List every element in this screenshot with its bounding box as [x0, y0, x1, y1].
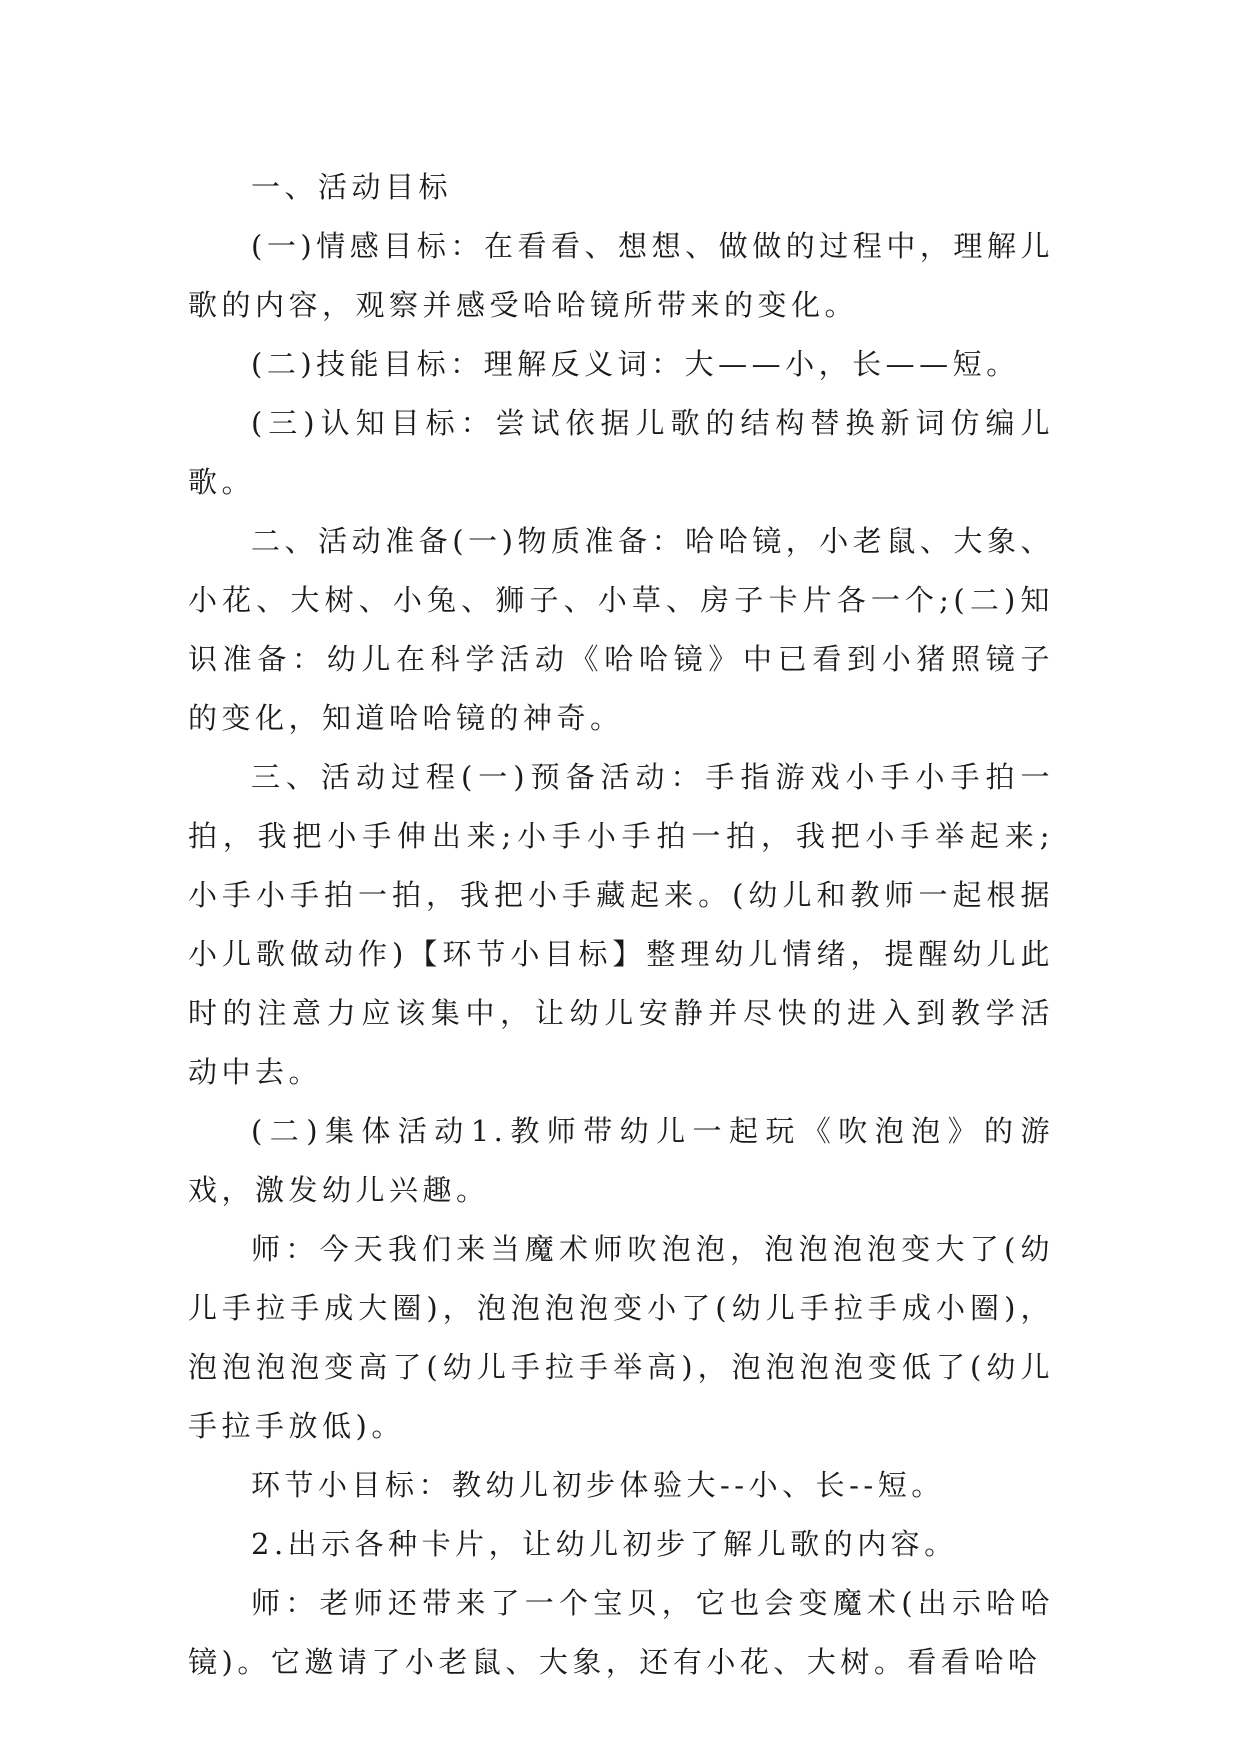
- section-heading-goals: 一、活动目标: [251, 170, 453, 204]
- paragraph-group-activity: (二)集体活动1.教师带幼儿一起玩《吹泡泡》的游戏，激发幼儿兴趣。: [188, 1114, 1054, 1207]
- paragraph-preparation: 二、活动准备(一)物质准备：哈哈镜，小老鼠、大象、小花、大树、小兔、狮子、小草、房子卡片各一个;(二)知识准备：幼儿在科学活动《哈哈镜》中已看到小猪照镜子的变化，知道哈哈镜的神奇。: [188, 524, 1054, 735]
- paragraph-teacher-mirror: 师：老师还带来了一个宝贝，它也会变魔术(出示哈哈镜)。它邀请了小老鼠、大象，还有小花、大树。看看哈哈: [188, 1586, 1054, 1679]
- paragraph-teacher-bubbles: 师：今天我们来当魔术师吹泡泡，泡泡泡泡变大了(幼儿手拉手成大圈)，泡泡泡泡变小了(幼儿手拉手成小圈)，泡泡泡泡变高了(幼儿手拉手举高)，泡泡泡泡变低了(幼儿手拉手放低)。: [188, 1232, 1054, 1443]
- document-body: [188, 158, 1054, 1692]
- paragraph-show-cards: 2.出示各种卡片，让幼儿初步了解儿歌的内容。: [251, 1527, 958, 1561]
- paragraph-emotion-goal: (一)情感目标：在看看、想想、做做的过程中，理解儿歌的内容，观察并感受哈哈镜所带来的变化。: [188, 229, 1054, 322]
- paragraph-process-warmup: 三、活动过程(一)预备活动：手指游戏小手小手拍一拍，我把小手伸出来;小手小手拍一拍，我把小手举起来;小手小手拍一拍，我把小手藏起来。(幼儿和教师一起根据小儿歌做动作)【环节小目标】整理幼儿情绪，提醒幼儿此时的注意力应该集中，让幼儿安静并尽快的进入到教学活动中去。: [188, 760, 1054, 1089]
- paragraph-step-goal: 环节小目标：教幼儿初步体验大--小、长--短。: [251, 1468, 945, 1502]
- paragraph-skill-goal: (二)技能目标：理解反义词：大——小，长——短。: [251, 347, 1020, 381]
- paragraph-cognitive-goal: (三)认知目标：尝试依据儿歌的结构替换新词仿编儿歌。: [188, 406, 1054, 499]
